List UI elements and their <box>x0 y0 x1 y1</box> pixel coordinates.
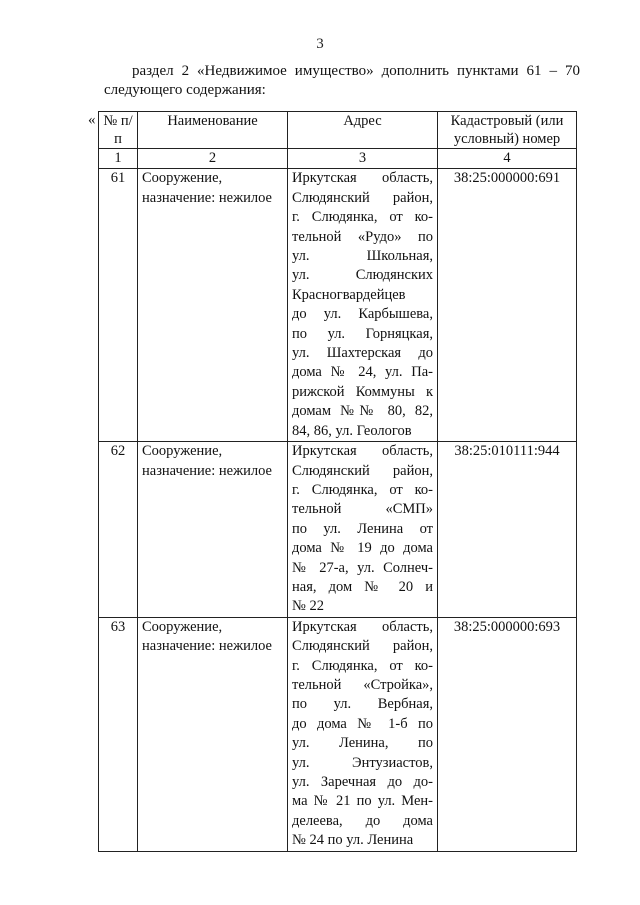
address-line: Красногвардейцев <box>292 286 406 303</box>
row-name: Сооружение, назначение: нежилое <box>138 169 288 442</box>
address-line: г. Слюдянка, от ко- <box>292 657 433 674</box>
address-line: № 24 по ул. Ленина <box>292 832 414 849</box>
row-name: Сооружение, назначение: нежилое <box>138 442 288 618</box>
header-cadastral: Кадастровый (или условный) номер <box>438 112 577 149</box>
row-address <box>288 442 438 618</box>
address-line: ул. Слюдянских <box>292 267 433 284</box>
header-number: № п/п <box>99 112 138 149</box>
address-line: ул. Заречная до до- <box>292 774 433 790</box>
address-line: по ул. Горняцкая, <box>292 325 433 342</box>
row-cadastral: 38:25:000000:693 <box>438 617 577 851</box>
address-line: дома № 19 до дома <box>292 540 433 557</box>
row-number: 61 <box>99 169 138 442</box>
address-line: до ул. Карбышева, <box>292 306 433 323</box>
address-line: г. Слюдянка, от ко- <box>292 481 433 498</box>
address-line: ул. Школьная, <box>292 248 433 265</box>
address-line: Иркутская область, <box>292 618 433 635</box>
address-line: Слюдянский район, <box>292 189 433 206</box>
table-body <box>99 169 577 851</box>
table-row <box>99 617 577 851</box>
address-line: тельной «Рудо» по <box>292 228 433 245</box>
col-number-3: 3 <box>288 149 438 169</box>
column-number-row <box>99 149 577 169</box>
address-line: по ул. Ленина от <box>292 520 433 537</box>
address-line: дома № 24, ул. Па- <box>292 364 433 381</box>
table-row <box>99 442 577 618</box>
address-line: 84, 86, ул. Геологов <box>292 422 412 439</box>
header-name: Наименование <box>138 112 288 149</box>
address-line: Иркутская область, <box>292 170 433 187</box>
address-line: по ул. Вербная, <box>292 696 433 713</box>
address-line: до дома № 1-б по <box>292 715 433 732</box>
address-line: ул. Энтузиастов, <box>292 754 433 771</box>
address-line: № 22 <box>292 598 324 615</box>
property-table <box>98 111 577 852</box>
address-line: ул. Шахтерская до <box>292 345 433 362</box>
col-number-4: 4 <box>438 149 577 169</box>
row-address <box>288 169 438 442</box>
row-number: 62 <box>99 442 138 618</box>
row-number: 63 <box>99 617 138 851</box>
page-number: 3 <box>316 36 324 52</box>
address-line: Слюдянский район, <box>292 638 433 655</box>
table-header-row <box>99 112 577 149</box>
row-name: Сооружение, назначение: нежилое <box>138 617 288 851</box>
row-cadastral: 38:25:000000:691 <box>438 169 577 442</box>
address-line: № 27-а, ул. Солнеч- <box>292 559 433 576</box>
opening-quote: « <box>88 112 96 128</box>
address-line: тельной «Стройка», <box>292 676 433 693</box>
address-line: г. Слюдянка, от ко- <box>292 209 433 226</box>
address-line: рижской Коммуны к <box>292 383 433 400</box>
address-line: Иркутская область, <box>292 443 433 460</box>
header-address: Адрес <box>288 112 438 149</box>
address-line: тельной «СМП» <box>292 501 433 518</box>
address-line: домам №№ 80, 82, <box>292 403 433 420</box>
row-cadastral: 38:25:010111:944 <box>438 442 577 618</box>
col-number-2: 2 <box>138 149 288 169</box>
col-number-1: 1 <box>99 149 138 169</box>
intro-paragraph: раздел 2 «Недвижимое имущество» дополнить пунктами 61 – 70 следующего содержания: <box>104 63 580 98</box>
address-line: делеева, до дома <box>292 812 433 829</box>
address-line: Слюдянский район, <box>292 462 433 479</box>
address-line: ная, дом № 20 и <box>292 578 433 595</box>
address-line: ул. Ленина, по <box>292 735 433 752</box>
table-row <box>99 169 577 442</box>
row-address <box>288 617 438 851</box>
address-line: ма № 21 по ул. Мен- <box>292 793 433 810</box>
